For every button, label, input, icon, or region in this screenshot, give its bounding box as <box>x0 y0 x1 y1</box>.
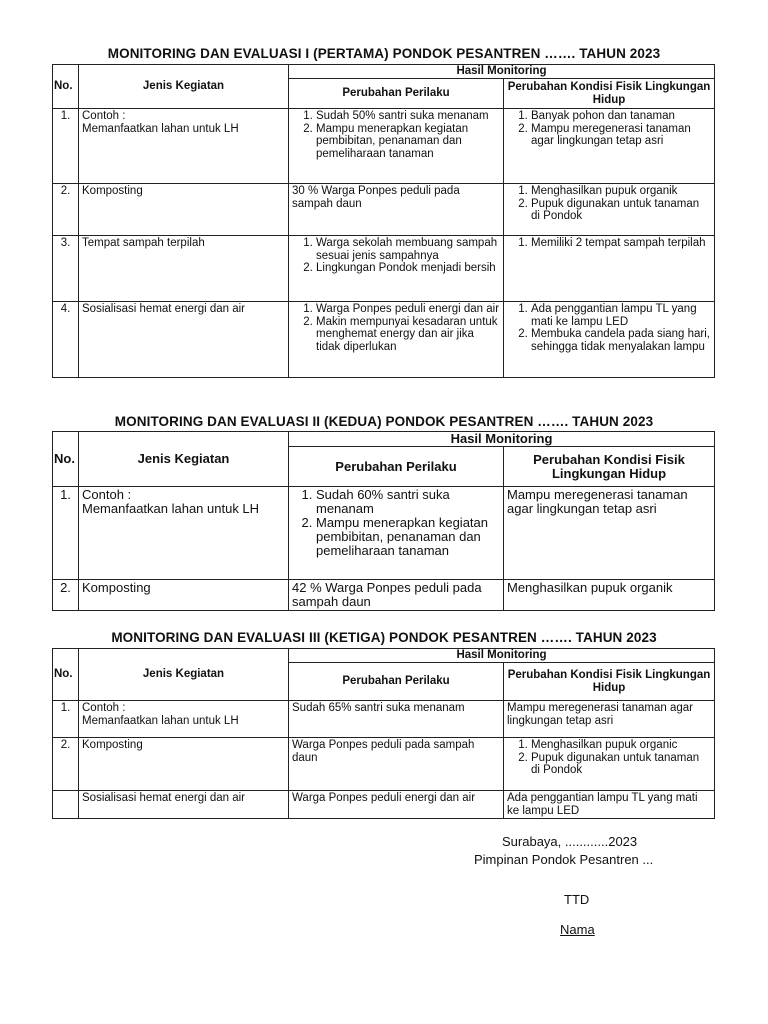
environment-text: Menghasilkan pupuk organik <box>507 580 673 595</box>
behavior-list <box>292 110 500 160</box>
table-row <box>53 701 715 738</box>
header-activity: Jenis Kegiatan <box>79 65 289 109</box>
row-activity <box>79 701 289 738</box>
environment-list <box>507 739 711 777</box>
row-activity <box>79 302 289 378</box>
header-result: Hasil Monitoring <box>289 649 715 663</box>
activity-text: Komposting <box>82 739 143 751</box>
signature-name <box>560 922 595 937</box>
table-row <box>53 236 715 302</box>
row-activity <box>79 236 289 302</box>
behavior-text: Sudah 65% santri suka menanam <box>292 702 465 714</box>
activity-text: Contoh : Memanfaatkan lahan untuk LH <box>82 487 260 516</box>
section-3-table <box>52 648 715 819</box>
row-number: 1. <box>53 487 79 580</box>
row-environment <box>504 184 715 236</box>
row-number <box>53 791 79 819</box>
activity-text: Tempat sampah terpilah <box>82 237 205 249</box>
activity-text: Contoh : Memanfaatkan lahan untuk LH <box>82 702 239 727</box>
row-environment <box>504 701 715 738</box>
row-number: 1. <box>53 109 79 184</box>
environment-list <box>507 110 711 148</box>
activity-text: Komposting <box>82 185 143 197</box>
header-no: No. <box>53 649 79 701</box>
behavior-list-item: 2. Mampu menerapkan kegiatan pembibitan, penanaman dan pemeliharaan tanaman <box>316 516 500 558</box>
table-row <box>53 580 715 611</box>
environment-text: Ada penggantian lampu TL yang mati ke lampu LED <box>507 792 698 817</box>
section-3-title: MONITORING DAN EVALUASI III (KETIGA) PONDOK PESANTREN ……. TAHUN 2023 <box>111 630 657 645</box>
behavior-text: 42 % Warga Ponpes peduli pada sampah daun <box>292 580 482 609</box>
behavior-list-item: 2. Lingkungan Pondok menjadi bersih <box>316 262 500 275</box>
signature-position: Pimpinan Pondok Pesantren ... <box>474 852 654 867</box>
environment-text: Mampu meregenerasi tanaman agar lingkungan tetap asri <box>507 702 694 727</box>
header-activity: Jenis Kegiatan <box>79 649 289 701</box>
row-environment <box>504 791 715 819</box>
header-result: Hasil Monitoring <box>289 432 715 447</box>
behavior-list-item: 1. Sudah 50% santri suka menanam <box>316 110 500 123</box>
signature-ttd: TTD <box>564 892 590 907</box>
row-behavior <box>289 701 504 738</box>
table-row <box>53 738 715 791</box>
row-number: 3. <box>53 236 79 302</box>
row-environment <box>504 236 715 302</box>
table-row <box>53 487 715 580</box>
row-activity <box>79 791 289 819</box>
row-behavior <box>289 109 504 184</box>
behavior-list-item: 2. Makin mempunyai kesadaran untuk menghemat energy dan air jika tidak diperlukan <box>316 316 500 354</box>
activity-text: Sosialisasi hemat energi dan air <box>82 792 246 804</box>
row-number: 4. <box>53 302 79 378</box>
row-behavior <box>289 738 504 791</box>
activity-text: Komposting <box>82 580 151 595</box>
section-2-table <box>52 431 715 611</box>
behavior-text: 30 % Warga Ponpes peduli pada sampah daun <box>292 185 460 210</box>
environment-list <box>507 237 711 250</box>
environment-list-item: 1. Menghasilkan pupuk organic <box>531 739 711 752</box>
row-behavior <box>289 302 504 378</box>
header-row <box>53 65 715 79</box>
behavior-list-item: 2. Mampu menerapkan kegiatan pembibitan, penanaman dan pemeliharaan tanaman <box>316 123 500 161</box>
environment-list-item: 2. Pupuk digunakan untuk tanaman di Pondok <box>531 752 711 777</box>
table-row <box>53 791 715 819</box>
table-row <box>53 302 715 378</box>
table-row <box>53 109 715 184</box>
row-behavior <box>289 487 504 580</box>
row-environment <box>504 302 715 378</box>
row-behavior <box>289 184 504 236</box>
header-environment: Perubahan Kondisi Fisik Lingkungan Hidup <box>504 79 715 109</box>
header-behavior: Perubahan Perilaku <box>289 663 504 701</box>
environment-list-item: 2. Mampu meregenerasi tanaman agar lingkungan tetap asri <box>531 123 711 148</box>
section-1-title: MONITORING DAN EVALUASI I (PERTAMA) PONDOK PESANTREN ……. TAHUN 2023 <box>107 46 661 61</box>
row-environment <box>504 109 715 184</box>
signature-place-date: Surabaya, ............2023 <box>502 834 638 849</box>
activity-text: Contoh : Memanfaatkan lahan untuk LH <box>82 110 239 135</box>
environment-list-item: 2. Pupuk digunakan untuk tanaman di Pondok <box>531 198 711 223</box>
environment-list-item: 1. Menghasilkan pupuk organik <box>531 185 711 198</box>
behavior-text: Warga Ponpes peduli energi dan air <box>292 792 476 804</box>
table-row <box>53 184 715 236</box>
behavior-list <box>292 303 500 353</box>
environment-text: Mampu meregenerasi tanaman agar lingkungan tetap asri <box>507 487 688 516</box>
environment-list-item: 1. Memiliki 2 tempat sampah terpilah <box>531 237 711 250</box>
row-number: 1. <box>53 701 79 738</box>
row-number: 2. <box>53 738 79 791</box>
environment-list-item: 1. Banyak pohon dan tanaman <box>531 110 711 123</box>
header-activity: Jenis Kegiatan <box>79 432 289 487</box>
row-behavior <box>289 791 504 819</box>
section-2-title: MONITORING DAN EVALUASI II (KEDUA) PONDOK PESANTREN ……. TAHUN 2023 <box>114 414 654 429</box>
row-behavior <box>289 580 504 611</box>
row-activity <box>79 487 289 580</box>
header-row <box>53 432 715 447</box>
header-row <box>53 649 715 663</box>
behavior-list <box>292 237 500 275</box>
header-environment: Perubahan Kondisi Fisik Lingkungan Hidup <box>504 663 715 701</box>
signature-name-text: Nama <box>560 922 595 937</box>
environment-list-item: 1. Ada penggantian lampu TL yang mati ke lampu LED <box>531 303 711 328</box>
header-environment: Perubahan Kondisi Fisik Lingkungan Hidup <box>504 447 715 487</box>
behavior-text: Warga Ponpes peduli pada sampah daun <box>292 739 475 764</box>
behavior-list-item: 1. Warga sekolah membuang sampah sesuai jenis sampahnya <box>316 237 500 262</box>
behavior-list <box>292 488 500 558</box>
row-number: 2. <box>53 580 79 611</box>
row-number: 2. <box>53 184 79 236</box>
environment-list <box>507 185 711 223</box>
row-behavior <box>289 236 504 302</box>
row-activity <box>79 184 289 236</box>
environment-list-item: 2. Membuka candela pada siang hari, sehingga tidak menyalakan lampu <box>531 328 711 353</box>
header-result: Hasil Monitoring <box>289 65 715 79</box>
behavior-list-item: 1. Warga Ponpes peduli energi dan air <box>316 303 500 316</box>
row-activity <box>79 738 289 791</box>
row-environment <box>504 738 715 791</box>
header-behavior: Perubahan Perilaku <box>289 447 504 487</box>
section-1-table <box>52 64 715 378</box>
header-no: No. <box>53 65 79 109</box>
header-no: No. <box>53 432 79 487</box>
row-activity <box>79 580 289 611</box>
row-environment <box>504 580 715 611</box>
row-activity <box>79 109 289 184</box>
header-behavior: Perubahan Perilaku <box>289 79 504 109</box>
activity-text: Sosialisasi hemat energi dan air <box>82 303 246 315</box>
environment-list <box>507 303 711 353</box>
row-environment <box>504 487 715 580</box>
behavior-list-item: 1. Sudah 60% santri suka menanam <box>316 488 500 516</box>
